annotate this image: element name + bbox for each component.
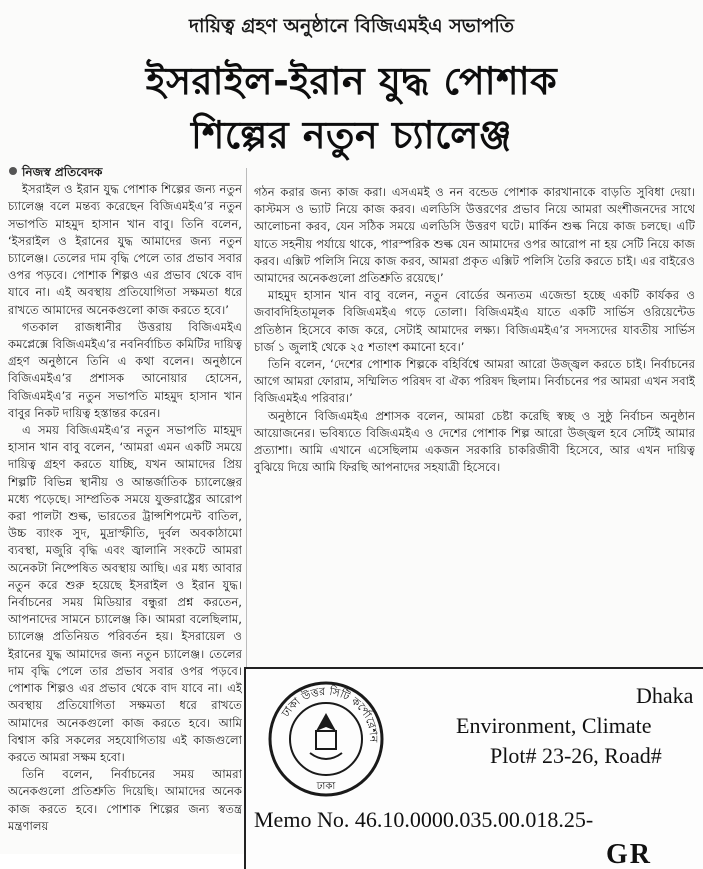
paragraph: গতকাল রাজধানীর উত্তরায় বিজিএমইএ কমপ্লেক্সে বিজিএমইএ’র নবনির্বাচিত কমিটির দায়িত্ব গ্রহণ অনুষ্ঠানে তিনি এ কথা বলেন। অনুষ্ঠানে বিজিএমইএ’র প্রশাসক আনোয়ার হোসেন, বিজিএমইএ’র নতুন সভাপতি মাহমুদ হাসান খান বাবুর নিকট দায়িত্ব হস্তান্তর করেন। xyxy=(8,319,242,420)
bullet-icon xyxy=(9,167,17,175)
government-notice xyxy=(244,667,703,869)
byline-text: নিজস্ব প্রতিবেদক xyxy=(22,165,103,179)
paragraph: মাহমুদ হাসান খান বাবু বলেন, নতুন বোর্ডের অন্যতম এজেন্ডা হচ্ছে একটি কার্যকর ও জবাবদিহিতামূলক বিজিএমইএ গড়ে তোলা। বিজিএমইএ যাতে একটি সার্ভিস ওরিয়েন্টেড প্রতিষ্ঠান হিসেবে কাজ করে, সেটাই আমাদের লক্ষ্য। বিজিএমইএ’র সদস্যদের যাবতীয় সার্ভিস চার্জ ১ জুলাই থেকে ২৫ শতাংশ কমানো হবে।’ xyxy=(254,288,695,354)
article-column-1 xyxy=(8,164,242,850)
paragraph: তিনি বলেন, নির্বাচনের সময় আমরা অনেকগুলো প্রতিশ্রুতি দিয়েছি। আমাদের অনেক কাজ করতে হবে। পোশাক শিল্পের জন্য স্বতন্ত্র মন্ত্রণালয় xyxy=(8,767,242,833)
headline-line-2: শিল্পের নতুন চ্যালেঞ্জ xyxy=(190,113,513,157)
column-divider xyxy=(246,168,247,668)
article-column-2 xyxy=(254,184,695,646)
paragraph: তিনি বলেন, ‘দেশের পোশাক শিল্পকে বহির্বিশ্বে আমরা আরো উজ্জ্বল করতে চাই। নির্বাচনের আগে আমরা ফোরাম, সম্মিলিত পরিষদ বা ঐক্য পরিষদ ছিলাম। নির্বাচনের পর আমরা এখন সবাই বিজিএমইএ পরিবার।’ xyxy=(254,357,695,406)
seal-bottom-text: ঢাকা xyxy=(316,781,336,792)
paragraph: এ সময় বিজিএমইএ’র নতুন সভাপতি মাহমুদ হাসান খান বাবু বলেন, ‘আমরা এমন একটি সময়ে দায়িত্ব গ্রহণ করতে যাচ্ছি, যখন আমাদের প্রিয় শিল্পটি বিভিন্ন স্থানীয় ও আন্তর্জাতিক চ্যালেঞ্জের মধ্যে পড়েছে। সাম্প্রতিক সময়ে যুক্তরাষ্ট্রের আরোপ করা পালটা শুল্ক, ভারতের ট্রান্সশিপমেন্ট বাতিল, উচ্চ ব্যাংক সুদ, মুদ্রাস্ফীতি, দুর্বল অবকাঠামো ব্যবস্থা, মজুরি বৃদ্ধি এবং জ্বালানি সংকটে আমরা অনেকটা নিষ্পেষিত অবস্থায় আছি। এর মধ্য আবার নতুন করে শুরু হয়েছে ইসরাইল ও ইরান যুদ্ধ। নির্বাচনের সময় মিডিয়ার বন্ধুরা প্রশ্ন করতেন, আপনাদের সামনে চ্যালেঞ্জ কি। আমরা বলেছিলাম, চ্যালেঞ্জ প্রতিনিয়ত পরিবর্তন হয়। ইসরায়েল ও ইরানের যুদ্ধ আমাদের জন্য নতুন চ্যালেঞ্জ। তেলের দাম বৃদ্ধি পেলে তার প্রভাব সবার ওপর পড়বে। পোশাক শিল্পও এর প্রভাব থেকে বাদ যাবে না। এই অবস্থায় প্রতিযোগিতা সক্ষমতা ধরে রাখতে আমাদের অনেকগুলো কাজ করতে হবে। আমি বিশ্বাস করি সকলের সহযোগিতায় এই কাজগুলো করতে আমরা সক্ষম হবো। xyxy=(8,423,242,764)
memo-number: Memo No. 46.10.0000.035.00.018.25- xyxy=(254,807,594,832)
byline xyxy=(8,164,242,181)
paragraph: ইসরাইল ও ইরান যুদ্ধ পোশাক শিল্পের জন্য নতুন চ্যালেঞ্জ বলে মন্তব্য করেছেন বিজিএমইএ’র নতুন সভাপতি মাহমুদ হাসান খান বাবু। তিনি বলেন, ‘ইসরাইল ও ইরানের যুদ্ধ আমাদের জন্য নতুন চ্যালেঞ্জ। তেলের দাম বৃদ্ধি পেলে তার প্রভাব সবার ওপর পড়বে। পোশাক শিল্পও এর প্রভাব থেকে বাদ যাবে না। এই অবস্থায় প্রতিযোগিতা সক্ষমতা ধরে রাখতে আমাদের অনেকগুলো কাজ করতে হবে।’ xyxy=(8,182,242,317)
notice-org-line: Dhaka xyxy=(636,683,694,708)
city-corporation-seal-icon xyxy=(266,679,386,799)
notice-heading-fragment: GR xyxy=(606,839,652,869)
notice-address-line: Plot# 23-26, Road# xyxy=(490,743,662,768)
paragraph: গঠন করার জন্য কাজ করা। এসএমই ও নন বন্ডেড পোশাক কারখানাকে বাড়তি সুবিধা দেয়া। কাস্টমস ও ভ্যাট নিয়ে কাজ করব। এলডিসি উত্তরণের প্রভাব নিয়ে আমরা অংশীজনদের সাথে আলোচনা করব, যেন সঠিক সময়ে এলডিসি উত্তরণ ঘটে। মার্কিন শুল্ক নিয়ে কাজ চলছে। এটি যাতে সহনীয় পর্যায়ে থাকে, পারস্পরিক শুল্ক যেন আমাদের ওপর আরোপ না হয় সেটি নিয়ে কাজ করব। এক্সিট পলিসি নিয়ে কাজ করব, আমরা প্রকৃত এক্সিট পলিসি তৈরি করতে চাই। এর বাইরেও আমাদের অনেকগুলো প্রতিশ্রুতি রয়েছে।’ xyxy=(254,185,695,286)
article-kicker: দায়িত্ব গ্রহণ অনুষ্ঠানে বিজিএমইএ সভাপতি xyxy=(188,15,515,37)
seal-arc-text: ঢাকা উত্তর সিটি কর্পোরেশন xyxy=(279,684,381,743)
paragraph: অনুষ্ঠানে বিজিএমইএ প্রশাসক বলেন, আমরা চেষ্টা করেছি স্বচ্ছ ও সুষ্ঠু নির্বাচন অনুষ্ঠান আয়োজনের। ভবিষ্যতে বিজিএমইএ ও দেশের পোশাক শিল্প আরো উজ্জ্বল হবে সেটিই আমার প্রত্যাশা। আমি এখানে এসেছিলাম একজন সরকারি চাকরিজীবী হিসেবে, আর এখন দায়িত্ব বুঝিয়ে দিয়ে আমি ফিরছি আপনাদের সহযাত্রী হিসেবে। xyxy=(254,408,695,475)
notice-department-line: Environment, Climate xyxy=(456,713,652,738)
headline-line-1: ইসরাইল-ইরান যুদ্ধ পোশাক xyxy=(145,59,558,103)
